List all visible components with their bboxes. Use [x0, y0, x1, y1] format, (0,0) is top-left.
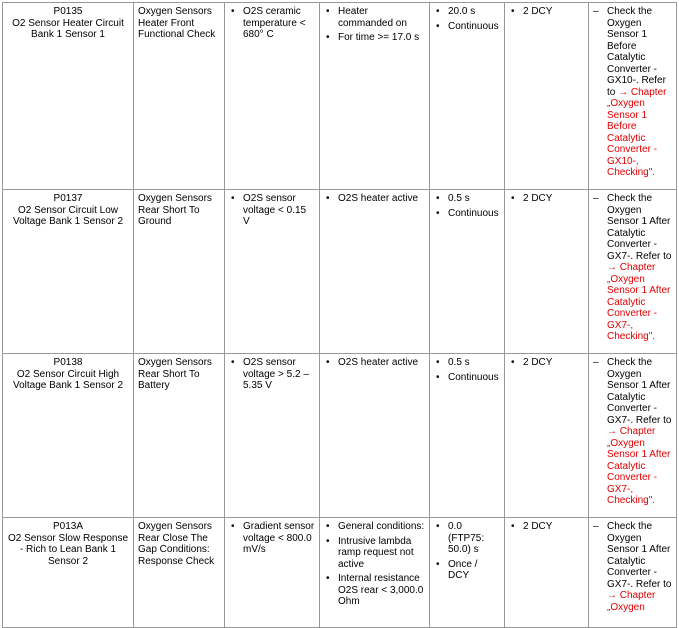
list-item: • 2 DCY [509, 521, 584, 533]
list-item: • 0.5 s [434, 357, 500, 369]
list-item: • 2 DCY [509, 193, 584, 205]
list-item [593, 357, 672, 507]
time-cell [430, 518, 505, 628]
mil-cell [505, 3, 589, 190]
dtc-code-cell [3, 190, 134, 354]
action-cell [589, 518, 677, 628]
time-cell [430, 190, 505, 354]
action-text: Check the Oxygen Sensor 1 Before Catalytic Converter -GX10-. Refer to [607, 6, 666, 98]
list-item: • O2S heater active [324, 357, 425, 369]
dtc-code-cell [3, 354, 134, 518]
list-item: • O2S sensor voltage > 5.2 – 5.35 V [229, 357, 315, 392]
threshold-cell [225, 518, 320, 628]
time-cell [430, 3, 505, 190]
table-row [3, 3, 677, 190]
list-item: • For time >= 17.0 s [324, 32, 425, 44]
list-item: • Intrusive lambda ramp request not active [324, 536, 425, 571]
table-row [3, 190, 677, 354]
list-item: • O2S ceramic temperature < 680° C [229, 6, 315, 41]
list-item: • 20.0 s [434, 6, 500, 18]
list-item: • O2S sensor voltage < 0.15 V [229, 193, 315, 228]
action-text: Check the Oxygen Sensor 1 After Catalytic Converter -GX7-. Refer to [607, 357, 672, 426]
chapter-link[interactable]: → Chapter „Oxygen Sensor 1 After Catalytic Converter -GX7-, Checking". [607, 426, 671, 506]
list-item: • 2 DCY [509, 357, 584, 369]
action-cell [589, 190, 677, 354]
dtc-table [2, 2, 677, 628]
dtc-code-cell [3, 3, 134, 190]
chapter-link[interactable]: → Chapter „Oxygen [607, 590, 656, 613]
table-row [3, 518, 677, 628]
time-cell [430, 354, 505, 518]
list-item: • Continuous [434, 372, 500, 384]
action-text: Check the Oxygen Sensor 1 After Catalytic Converter -GX7-. Refer to [607, 521, 672, 590]
mil-cell [505, 354, 589, 518]
chapter-link[interactable]: → Chapter „Oxygen Sensor 1 Before Catalytic Converter -GX10-, Checking". [607, 86, 667, 178]
conditions-cell [320, 518, 430, 628]
list-item: • Continuous [434, 208, 500, 220]
list-item: • Continuous [434, 21, 500, 33]
action-cell [589, 3, 677, 190]
list-item [593, 193, 672, 343]
list-item: • 0.0 (FTP75: 50.0) s [434, 521, 500, 556]
list-item: • O2S heater active [324, 193, 425, 205]
table-row [3, 354, 677, 518]
dtc-name: O2 Sensor Circuit High Voltage Bank 1 Sensor 2 [12, 368, 124, 391]
list-item: • Heater commanded on [324, 6, 425, 29]
conditions-cell [320, 190, 430, 354]
list-item: • 2 DCY [509, 6, 584, 18]
check-name-cell: Oxygen Sensors Heater Front Functional Check [134, 3, 225, 190]
threshold-cell [225, 190, 320, 354]
mil-cell [505, 518, 589, 628]
list-item: • Internal resistance O2S rear < 3,000.0 Ohm [324, 573, 425, 608]
conditions-cell [320, 3, 430, 190]
check-name-cell: Oxygen Sensors Rear Short To Battery [134, 354, 225, 518]
list-item [593, 521, 672, 613]
dtc-code: P0135 [53, 6, 83, 17]
dtc-code-cell [3, 518, 134, 628]
dtc-name: O2 Sensor Slow Response - Rich to Lean Bank 1 Sensor 2 [7, 532, 129, 567]
list-item: • General conditions: [324, 521, 425, 533]
conditions-cell [320, 354, 430, 518]
action-cell [589, 354, 677, 518]
threshold-cell [225, 3, 320, 190]
dtc-code: P0137 [53, 193, 83, 204]
dtc-name: O2 Sensor Circuit Low Voltage Bank 1 Sensor 2 [12, 204, 124, 227]
mil-cell [505, 190, 589, 354]
dtc-code: P013A [52, 521, 84, 532]
list-item: • 0.5 s [434, 193, 500, 205]
dtc-code: P0138 [53, 357, 83, 368]
list-item [593, 6, 672, 179]
list-item: • Once / DCY [434, 559, 500, 582]
dtc-name: O2 Sensor Heater Circuit Bank 1 Sensor 1 [12, 17, 124, 40]
chapter-link[interactable]: → Chapter „Oxygen Sensor 1 After Catalytic Converter -GX7-, Checking". [607, 262, 671, 342]
threshold-cell [225, 354, 320, 518]
list-item: • Gradient sensor voltage < 800.0 mV/s [229, 521, 315, 556]
check-name-cell: Oxygen Sensors Rear Close The Gap Conditions: Response Check [134, 518, 225, 628]
action-text: Check the Oxygen Sensor 1 After Catalytic Converter -GX7-. Refer to [607, 193, 672, 262]
check-name-cell: Oxygen Sensors Rear Short To Ground [134, 190, 225, 354]
